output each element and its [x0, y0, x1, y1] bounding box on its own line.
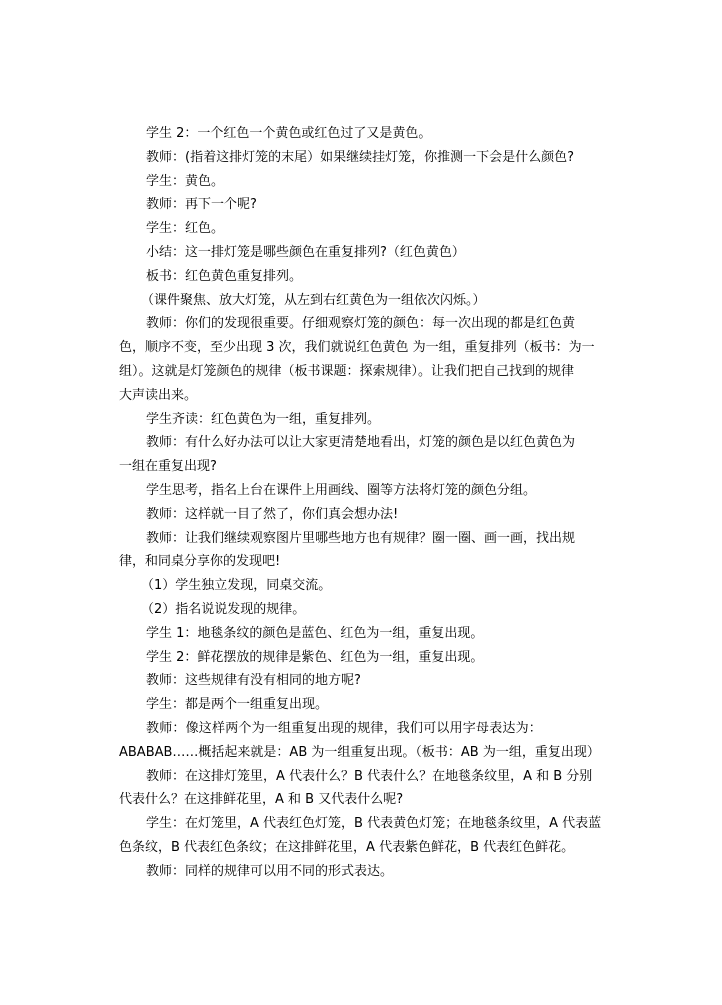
paragraph-line: （1）学生独立发现，同桌交流。: [141, 578, 332, 594]
paragraph-line: 色，顺序不变，至少出现 3 次，我们就说红色黄色 为一组，重复排列（板书：为一: [119, 340, 595, 356]
paragraph-line: 教师：在这排灯笼里，A 代表什么？B 代表什么？在地毯条纹里，A 和 B 分别: [146, 768, 593, 784]
paragraph-line: 教师：像这样两个为一组重复出现的规律，我们可以用字母表达为：: [146, 720, 543, 736]
paragraph-line: 小结：这一排灯笼是哪些颜色在重复排列?（红色黄色）: [146, 244, 465, 260]
paragraph-line: 教师：你们的发现很重要。仔细观察灯笼的颜色：每一次出现的都是红色黄: [146, 316, 576, 332]
paragraph-line: 色条纹，B 代表红色条纹；在这排鲜花里，A 代表紫色鲜花，B 代表红色鲜花。: [119, 839, 575, 855]
paragraph-line: 学生 2：一个红色一个黄色或红色过了又是黄色。: [146, 126, 432, 141]
paragraph-line: 学生：在灯笼里，A 代表红色灯笼，B 代表黄色灯笼；在地毯条纹里，A 代表蓝: [146, 816, 602, 832]
paragraph-line: 学生：黄色。: [146, 173, 225, 189]
paragraph-line: 一组在重复出现?: [119, 459, 217, 475]
paragraph-line: ABABAB……概括起来就是：AB 为一组重复出现。（板书：AB 为一组，重复出现）: [119, 744, 600, 760]
paragraph-line: 律，和同桌分享你的发现吧!: [119, 554, 281, 570]
paragraph-line: 教师：有什么好办法可以让大家更清楚地看出，灯笼的颜色是以红色黄色为: [146, 435, 576, 451]
paragraph-line: 学生：都是两个一组重复出现。: [146, 697, 329, 713]
paragraph-line: 学生齐读：红色黄色为一组，重复排列。: [146, 411, 381, 427]
paragraph-line: 教师：再下一个呢?: [146, 197, 257, 213]
paragraph-line: 大声读出来。: [119, 387, 198, 403]
paragraph-line: （课件聚焦、放大灯笼，从左到右红黄色为一组依次闪烁。）: [141, 292, 486, 308]
paragraph-line: 代表什么？在这排鲜花里，A 和 B 又代表什么呢?: [119, 792, 404, 808]
paragraph-line: 教师：同样的规律可以用不同的形式表达。: [146, 863, 394, 879]
document-body: [119, 122, 603, 884]
paragraph-line: 学生 2：鲜花摆放的规律是紫色、红色为一组，重复出现。: [146, 649, 484, 665]
paragraph-line: 学生思考，指名上台在课件上用画线、圈等方法将灯笼的颜色分组。: [146, 482, 537, 498]
paragraph-line: （2）指名说说发现的规律。: [141, 601, 306, 617]
paragraph-line: 教师：这些规律有没有相同的地方呢?: [146, 673, 361, 689]
paragraph-line: 教师：让我们继续观察图片里哪些地方也有规律？圈一圈、画一画，找出规: [146, 530, 576, 546]
paragraph-line: 组）。这就是灯笼颜色的规律（板书课题：探索规律）。让我们把自己找到的规律: [119, 363, 575, 379]
paragraph-line: 板书：红色黄色重复排列。: [146, 268, 303, 284]
paragraph-line: 学生 1：地毯条纹的颜色是蓝色、红色为一组，重复出现。: [146, 625, 484, 641]
paragraph-line: 学生：红色。: [146, 221, 225, 237]
paragraph-line: 教师：(指着这排灯笼的末尾）如果继续挂灯笼，你推测一下会是什么颜色?: [146, 149, 574, 165]
paragraph-line: 教师：这样就一目了然了，你们真会想办法!: [146, 506, 399, 522]
